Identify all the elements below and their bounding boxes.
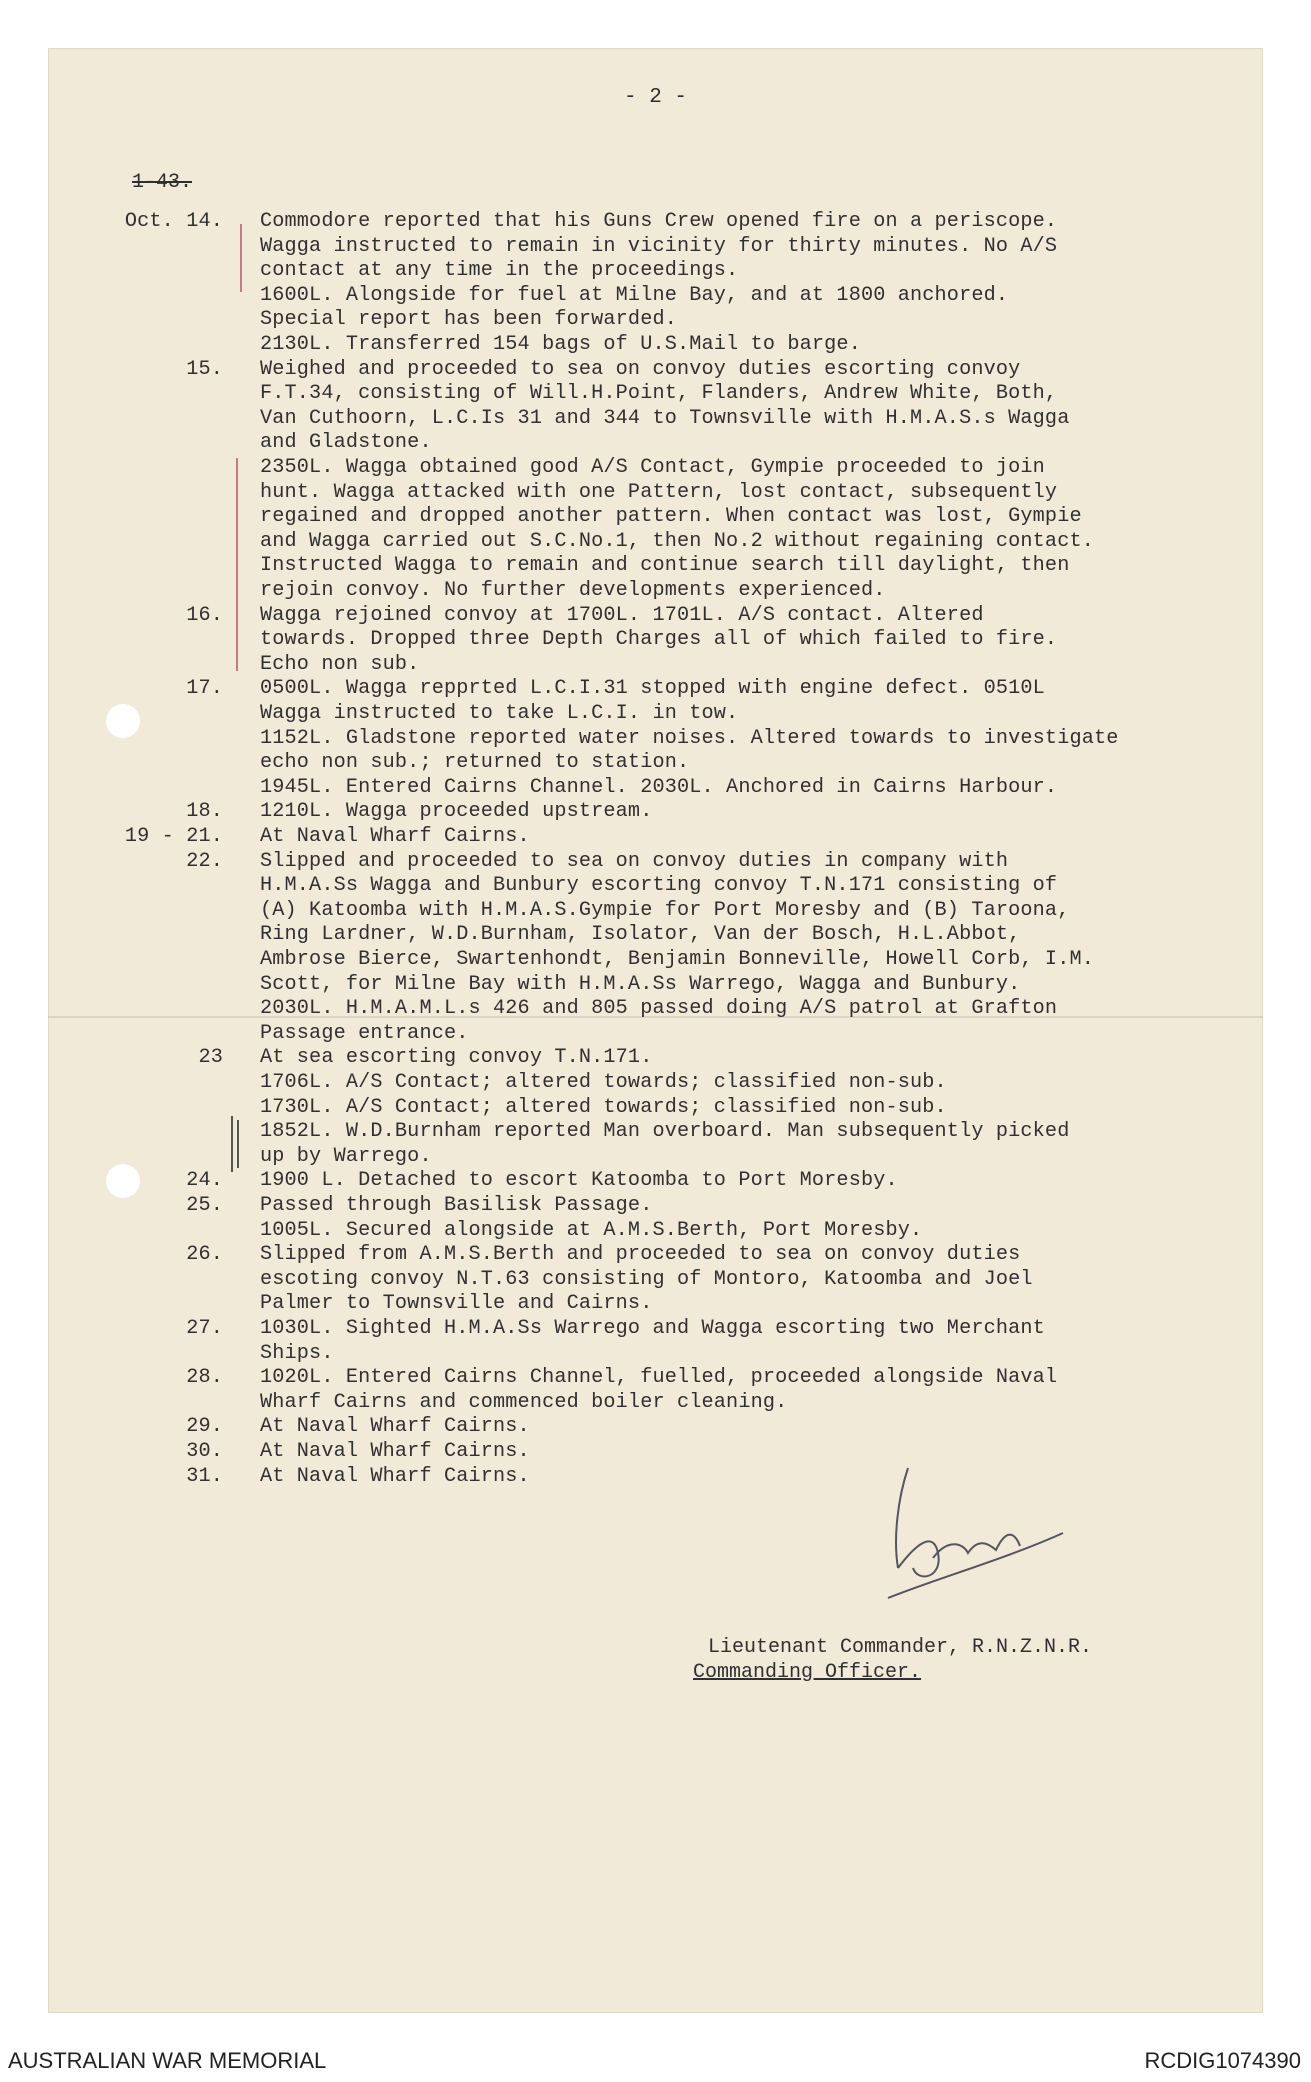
entry-text-line: echo non sub.; returned to station. bbox=[260, 751, 690, 775]
entry-text-line: Wagga rejoined convoy at 1700L. 1701L. A/S contact. Altered bbox=[260, 603, 984, 627]
entry-text-line: At Naval Wharf Cairns. bbox=[260, 1440, 530, 1463]
pencil-mark bbox=[231, 1116, 233, 1172]
entry-date: 25. bbox=[186, 1194, 223, 1217]
entry-text-line: towards. Dropped three Depth Charges all of which failed to fire. bbox=[260, 628, 1058, 652]
entry-date: 17. bbox=[186, 677, 223, 701]
entry-text-line: 1020L. Entered Cairns Channel, fuelled, proceeded alongside Naval bbox=[260, 1366, 1058, 1390]
entry-text-line: Ambrose Bierce, Swartenhondt, Benjamin Bonneville, Howell Corb, I.M. bbox=[260, 948, 1094, 971]
entry-text-line: 1030L. Sighted H.M.A.Ss Warrego and Wagga escorting two Merchant bbox=[260, 1317, 1045, 1340]
entry-text-line: 1005L. Secured alongside at A.M.S.Berth, Port Moresby. bbox=[260, 1218, 923, 1242]
entry-text-line: Slipped from A.M.S.Berth and proceeded to sea on convoy duties bbox=[260, 1243, 1021, 1267]
entry-date: 18. bbox=[186, 800, 223, 824]
entry-text-line: and Wagga carried out S.C.No.1, then No.2 without regaining contact. bbox=[260, 529, 1094, 553]
entry-text-line: Palmer to Townsville and Cairns. bbox=[260, 1292, 653, 1316]
entry-date: 23 bbox=[198, 1046, 223, 1070]
entry-date: 26. bbox=[186, 1243, 223, 1267]
entry-text-line: Wagga instructed to remain in vicinity for thirty minutes. No A/S bbox=[260, 234, 1058, 258]
footer-record-id: RCDIG1074390 bbox=[1144, 2048, 1301, 2073]
entry-text-line: 1152L. Gladstone reported water noises. Altered towards to investigate bbox=[260, 726, 1119, 750]
entry-text-line: H.M.A.Ss Wagga and Bunbury escorting convoy T.N.171 consisting of bbox=[260, 874, 1058, 898]
entry-text-line: Wagga instructed to take L.C.I. in tow. bbox=[260, 702, 739, 725]
entry-text-line: up by Warrego. bbox=[260, 1144, 432, 1168]
entry-text-line: 1945L. Entered Cairns Channel. 2030L. Anchored in Cairns Harbour. bbox=[260, 775, 1058, 799]
entry-text-line: F.T.34, consisting of Will.H.Point, Flanders, Andrew White, Both, bbox=[260, 382, 1058, 406]
entry-text-line: regained and dropped another pattern. When contact was lost, Gympie bbox=[260, 505, 1082, 529]
month-heading: 1-43. bbox=[132, 171, 193, 194]
entry-text-line: 1210L. Wagga proceeded upstream. bbox=[260, 800, 653, 824]
footer-archive-name: AUSTRALIAN WAR MEMORIAL bbox=[8, 2048, 327, 2073]
punch-hole bbox=[106, 704, 140, 738]
entry-date: 19 - 21. bbox=[124, 825, 223, 848]
margin-mark bbox=[240, 224, 242, 292]
entry-date: 27. bbox=[186, 1317, 223, 1340]
entry-text-line: Scott, for Milne Bay with H.M.A.Ss Warrego, Wagga and Bunbury. bbox=[260, 972, 1021, 996]
entry-text-line: escoting convoy N.T.63 consisting of Montoro, Katoomba and Joel bbox=[260, 1267, 1033, 1291]
entry-text-line: At Naval Wharf Cairns. bbox=[260, 1464, 530, 1488]
entry-text-line: and Gladstone. bbox=[260, 431, 432, 455]
entry-text-line: Passed through Basilisk Passage. bbox=[260, 1194, 653, 1217]
entry-text-line: 2130L. Transferred 154 bags of U.S.Mail to barge. bbox=[260, 333, 861, 356]
entry-text-line: 2030L. H.M.A.M.L.s 426 and 805 passed doing A/S patrol at Grafton bbox=[260, 997, 1058, 1021]
handwritten-signature bbox=[838, 1458, 1068, 1608]
entry-text-line: Slipped and proceeded to sea on convoy duties in company with bbox=[260, 849, 1009, 873]
entry-date: 31. bbox=[186, 1464, 223, 1488]
entry-text-line: At Naval Wharf Cairns. bbox=[260, 1415, 530, 1439]
entry-text-line: Echo non sub. bbox=[260, 652, 420, 676]
entry-text-line: Passage entrance. bbox=[260, 1021, 469, 1045]
entry-text-line: Van Cuthoorn, L.C.Is 31 and 344 to Townsville with H.M.A.S.s Wagga bbox=[260, 406, 1070, 430]
entry-text-line: Weighed and proceeded to sea on convoy duties escorting convoy bbox=[260, 357, 1021, 381]
entry-text-line: contact at any time in the proceedings. bbox=[260, 259, 739, 283]
entry-date: 30. bbox=[186, 1440, 223, 1463]
signature-block bbox=[693, 1636, 1093, 1686]
entry-text-line: Ships. bbox=[260, 1341, 334, 1365]
entry-date: 29. bbox=[186, 1415, 223, 1439]
entry-date: 28. bbox=[186, 1366, 223, 1390]
officer-title: Commanding Officer. bbox=[693, 1661, 922, 1684]
page-number: - 2 - bbox=[623, 86, 687, 109]
officer-rank: Lieutenant Commander, R.N.Z.N.R. bbox=[708, 1636, 1093, 1659]
entry-text-line: 1852L. W.D.Burnham reported Man overboard. Man subsequently picked bbox=[260, 1120, 1070, 1144]
pencil-mark bbox=[237, 1120, 239, 1168]
entry-text-line: 1600L. Alongside for fuel at Milne Bay, and at 1800 anchored. bbox=[260, 283, 1009, 307]
entry-text-line: Commodore reported that his Guns Crew opened fire on a periscope. bbox=[260, 210, 1058, 233]
margin-mark bbox=[236, 631, 238, 671]
entry-text-line: Special report has been forwarded. bbox=[260, 308, 677, 332]
entry-date: 16. bbox=[186, 603, 223, 627]
entry-text-line: 2350L. Wagga obtained good A/S Contact, Gympie proceeded to join bbox=[260, 456, 1045, 479]
entry-text-line: rejoin convoy. No further developments experienced. bbox=[260, 579, 886, 602]
entry-text-line: (A) Katoomba with H.M.A.S.Gympie for Port Moresby and (B) Taroona, bbox=[260, 898, 1070, 922]
entry-date: Oct. 14. bbox=[124, 210, 223, 233]
entry-text-line: 1900 L. Detached to escort Katoomba to Port Moresby. bbox=[260, 1169, 898, 1193]
entry-text-line: Wharf Cairns and commenced boiler cleaning. bbox=[260, 1390, 788, 1414]
entry-text-line: At sea escorting convoy T.N.171. bbox=[260, 1046, 653, 1070]
entry-text-line: hunt. Wagga attacked with one Pattern, lost contact, subsequently bbox=[260, 480, 1058, 504]
entry-text-line: 1730L. A/S Contact; altered towards; classified non-sub. bbox=[260, 1095, 947, 1119]
entry-text-line: 0500L. Wagga repprted L.C.I.31 stopped with engine defect. 0510L bbox=[260, 677, 1045, 701]
entry-date: 24. bbox=[186, 1169, 223, 1193]
document-page bbox=[48, 48, 1263, 2013]
entry-text-line: At Naval Wharf Cairns. bbox=[260, 825, 530, 848]
entry-date: 15. bbox=[186, 357, 223, 381]
entry-text-line: Ring Lardner, W.D.Burnham, Isolator, Van der Bosch, H.L.Abbot, bbox=[260, 923, 1021, 947]
entry-text-line: Instructed Wagga to remain and continue search till daylight, then bbox=[260, 554, 1070, 578]
entry-date: 22. bbox=[186, 849, 223, 873]
margin-mark bbox=[236, 458, 238, 638]
entry-text-line: 1706L. A/S Contact; altered towards; classified non-sub. bbox=[260, 1071, 947, 1094]
